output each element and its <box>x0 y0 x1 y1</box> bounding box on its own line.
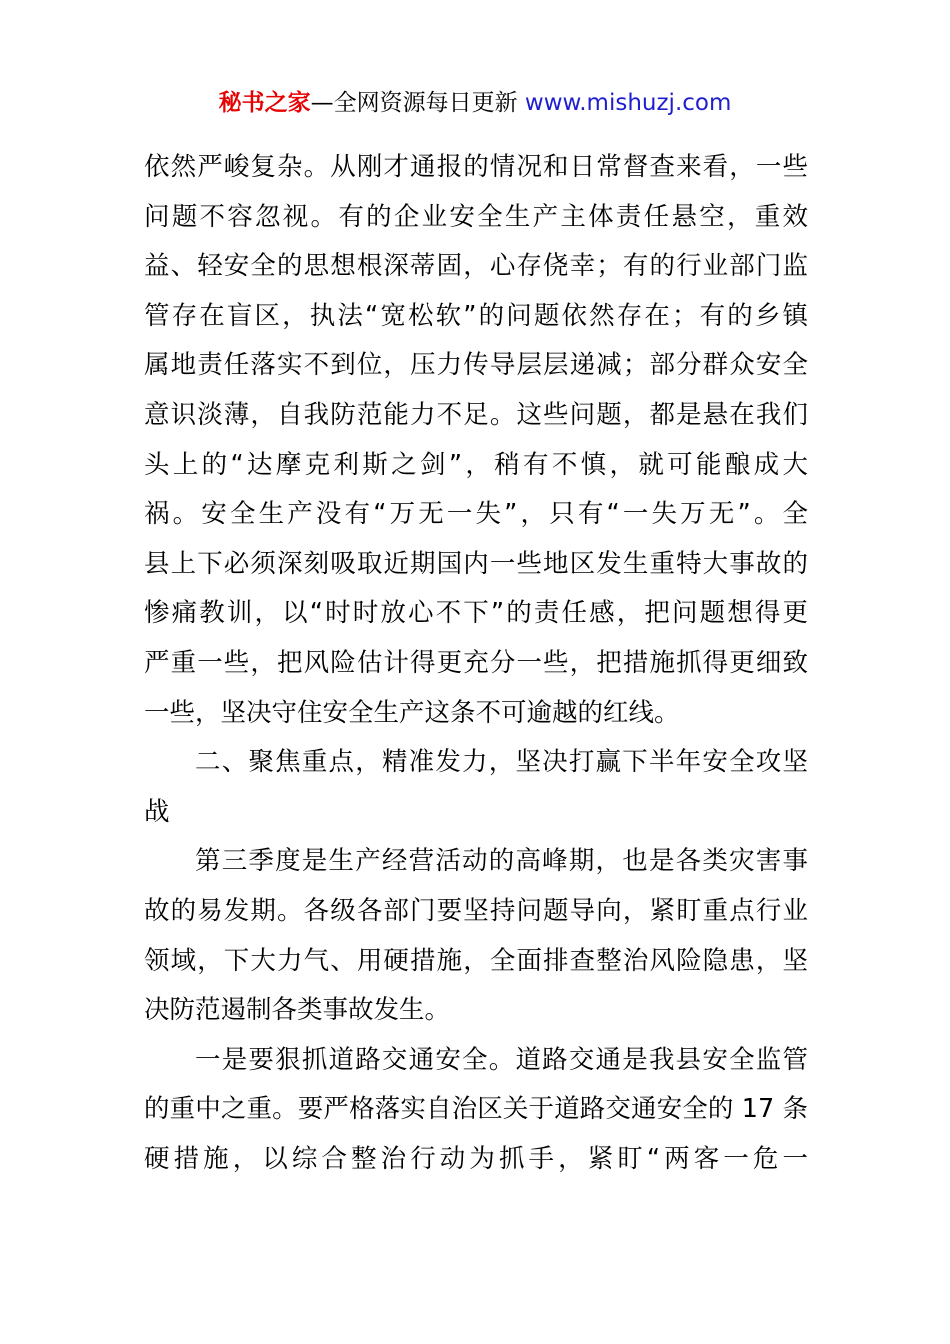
body-line: 故的易发期。各级各部门要坚持问题导向，紧盯重点行业 <box>144 895 808 926</box>
page-header <box>0 86 950 120</box>
body-line: 头上的“达摩克利斯之剑”，稍有不慎，就可能酿成大 <box>144 449 808 480</box>
section-heading-line: 二、聚焦重点，精准发力，坚决打赢下半年安全攻坚 <box>195 747 808 778</box>
body-line: 决防范遏制各类事故发生。 <box>144 995 451 1026</box>
body-line: 意识淡薄，自我防范能力不足。这些问题，都是悬在我们 <box>144 399 808 430</box>
body-line: 硬措施，以综合整治行动为抓手，紧盯“两客一危一 <box>144 1143 808 1174</box>
header-tagline: —全网资源每日更新 <box>310 90 525 116</box>
body-line: 县上下必须深刻吸取近期国内一些地区发生重特大事故的 <box>144 548 808 579</box>
body-line: 领域，下大力气、用硬措施，全面排查整治风险隐患，坚 <box>144 945 808 976</box>
body-line: 的重中之重。要严格落实自治区关于道路交通安全的 17 条 <box>144 1094 808 1125</box>
body-line: 一些，坚决守住安全生产这条不可逾越的红线。 <box>144 697 680 728</box>
header-url-link[interactable]: www.mishuzj.com <box>524 90 732 116</box>
body-line: 一是要狠抓道路交通安全。道路交通是我县安全监管 <box>195 1044 808 1075</box>
body-line: 祸。安全生产没有“万无一失”，只有“一失万无”。全 <box>144 499 808 530</box>
body-line: 问题不容忽视。有的企业安全生产主体责任悬空，重效 <box>144 201 808 232</box>
document-body <box>144 143 808 1184</box>
header-brand: 秘书之家 <box>218 90 311 116</box>
body-line: 第三季度是生产经营活动的高峰期，也是各类灾害事 <box>195 846 808 877</box>
body-line: 属地责任落实不到位，压力传导层层递减；部分群众安全 <box>144 350 808 381</box>
body-line: 严重一些，把风险估计得更充分一些，把措施抓得更细致 <box>144 647 808 678</box>
body-line: 依然严峻复杂。从刚才通报的情况和日常督查来看，一些 <box>144 152 808 182</box>
body-line: 管存在盲区，执法“宽松软”的问题依然存在；有的乡镇 <box>144 300 808 331</box>
body-line: 益、轻安全的思想根深蒂固，心存侥幸；有的行业部门监 <box>144 251 808 282</box>
body-line: 惨痛教训，以“时时放心不下”的责任感，把问题想得更 <box>144 598 808 629</box>
section-heading-line: 战 <box>144 796 170 827</box>
